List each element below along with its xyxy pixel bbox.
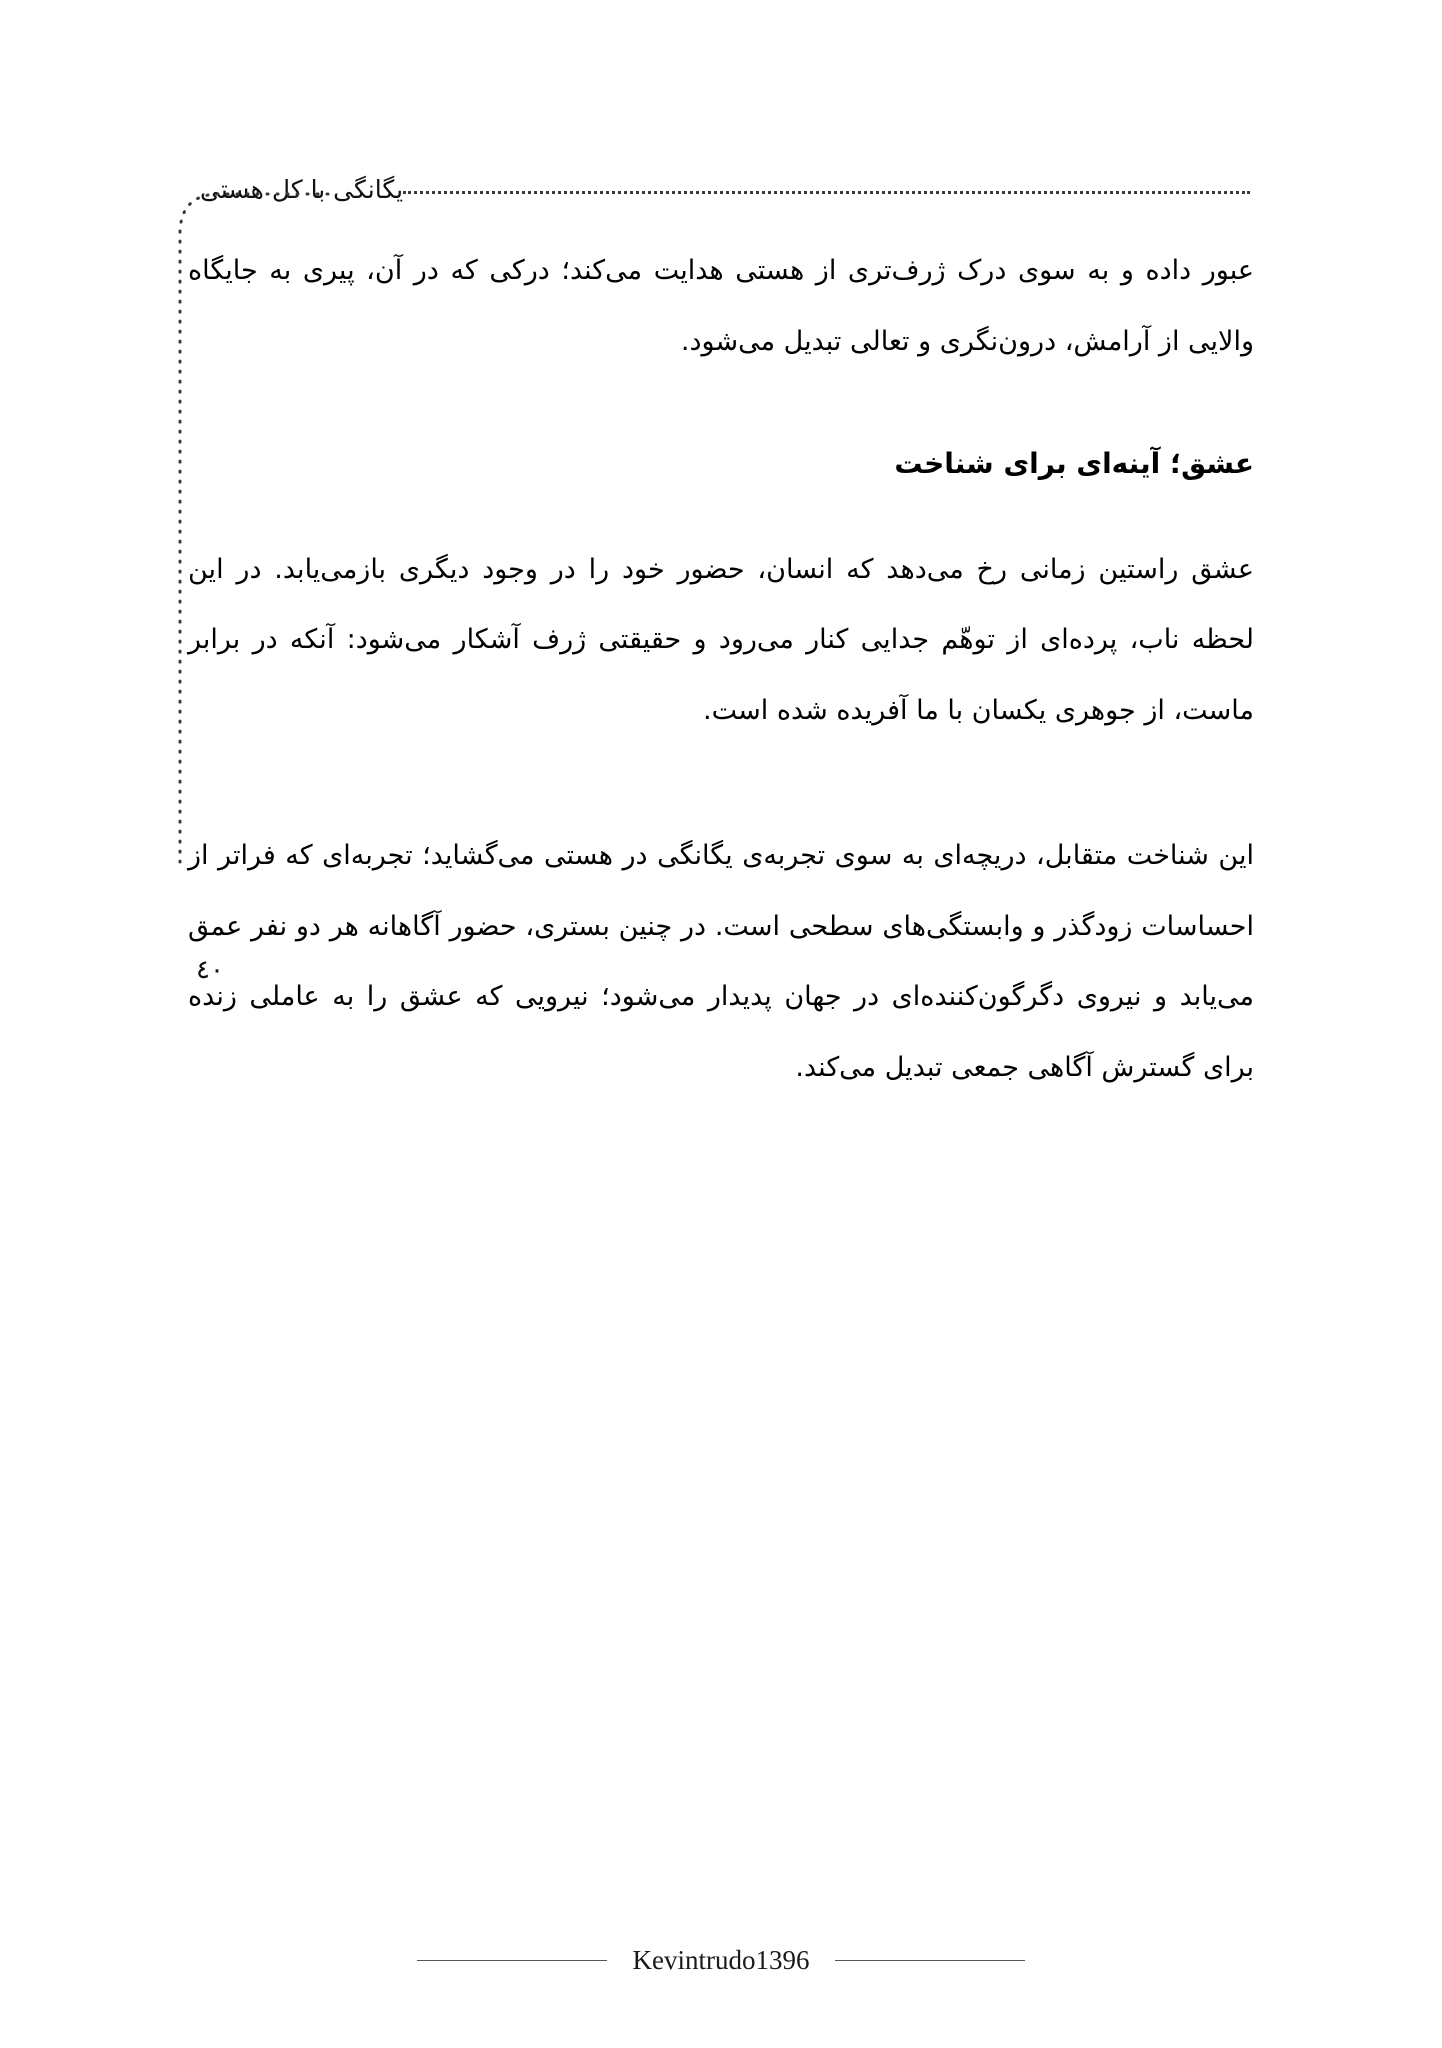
footer-rule-right bbox=[835, 1960, 1025, 1961]
paragraph-3: این شناخت متقابل، دریچه‌ای به سوی تجربه‌ی یگانگی در هستی می‌گشاید؛ تجربه‌ای که فراتر از احساسات زودگذر و وابستگی‌های سطحی است. در چنین بستری، حضور آگاهانه هر دو نفر عمق می‌یابد و نیروی دگرگون‌کننده‌ای در جهان پدیدار می‌شود؛ نیرویی که عشق را به عاملی زنده برای گسترش آگاهی جمعی تبدیل می‌کند. bbox=[188, 839, 1254, 1084]
footer-label: Kevintrudo1396 bbox=[632, 1945, 810, 1975]
running-head-title: یگانگی با کل هستی bbox=[200, 174, 404, 204]
spacer bbox=[188, 377, 1254, 437]
paragraph-2: عشق راستین زمانی رخ می‌دهد که انسان، حضور خود را در وجود دیگری بازمی‌یابد. در این لحظه ناب، پرده‌ای از توهّم جدایی کنار می‌رود و حقیقتی ژرف آشکار می‌شود: آنکه در برابر ماست، از جوهری یکسان با ما آفریده شده است. bbox=[188, 553, 1254, 727]
section-heading: عشق؛ آینه‌ای برای شناخت bbox=[894, 447, 1254, 481]
footer-rule-left bbox=[417, 1960, 607, 1961]
page-number: ٤٠ bbox=[196, 955, 224, 985]
header-dotted-rule bbox=[403, 191, 1250, 194]
spacer bbox=[188, 747, 1254, 821]
paragraph-1: عبور داده و به سوی درک ژرف‌تری از هستی هدایت می‌کند؛ درکی که در آن، پیری به جایگاه والایی از آرامش، درون‌نگری و تعالی تبدیل می‌شود. bbox=[188, 255, 1254, 357]
page-header bbox=[188, 168, 1254, 210]
body-text bbox=[188, 236, 1254, 1104]
page-footer bbox=[0, 1945, 1442, 1976]
spacer bbox=[188, 491, 1254, 535]
